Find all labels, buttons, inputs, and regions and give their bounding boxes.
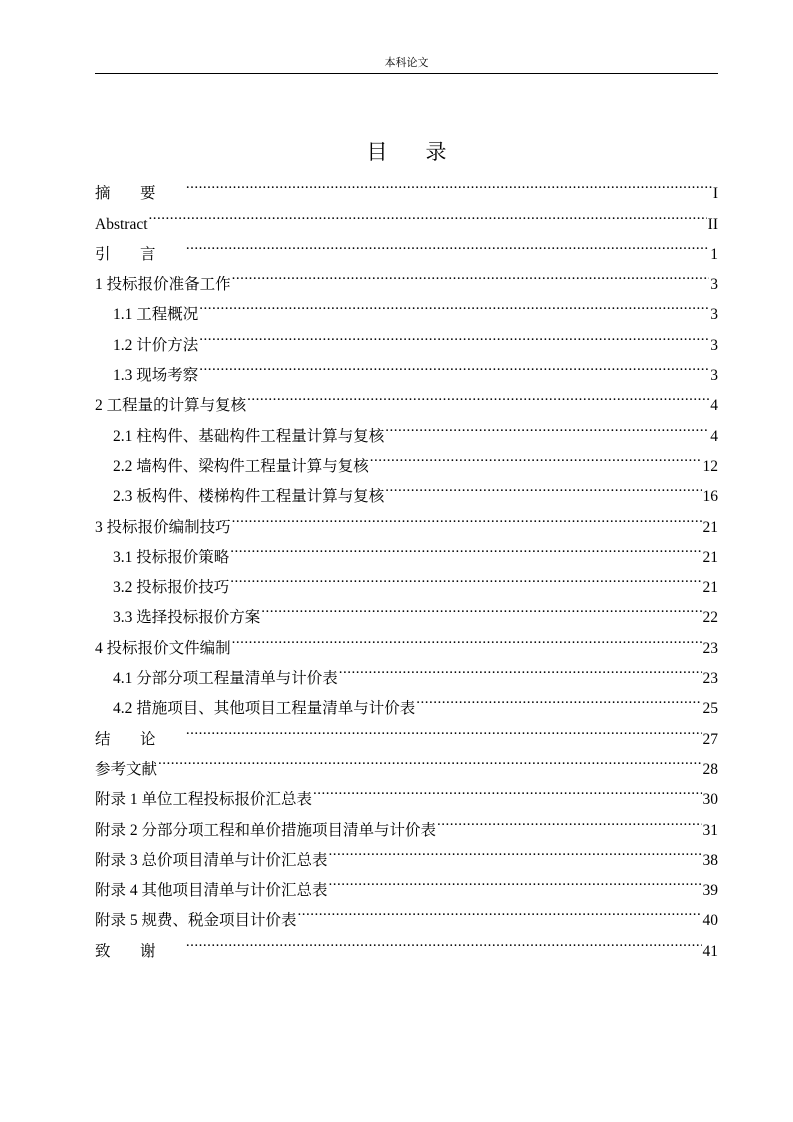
header-rule: [95, 73, 718, 74]
toc-leader-dots: [232, 501, 702, 531]
toc-leader-dots: [329, 865, 702, 895]
toc-entry-label: 1 投标报价准备工作: [95, 276, 231, 294]
toc-entry[interactable]: [95, 229, 718, 263]
toc-leader-dots: [416, 683, 701, 713]
toc-entry-page: 1: [710, 245, 718, 263]
toc-entry-label: 2.3 板构件、楼梯构件工程量计算与复核: [113, 488, 385, 506]
toc-entry-page: II: [707, 215, 718, 233]
toc-leader-dots: [199, 350, 709, 380]
toc-entry-label: 4.1 分部分项工程量清单与计价表: [113, 670, 338, 688]
toc-entry-label: 4.2 措施项目、其他项目工程量清单与计价表: [113, 700, 416, 718]
toc-entry-label: 附录 4 其他项目清单与计价汇总表: [95, 882, 328, 900]
toc-leader-dots: [186, 229, 709, 259]
toc-entry-page: 21: [702, 579, 718, 597]
toc-leader-dots: [385, 471, 701, 501]
toc-entry-label: 1.2 计价方法: [113, 336, 199, 354]
toc-entry-label: 附录 5 规费、税金项目计价表: [95, 912, 297, 930]
toc-entry-page: 30: [702, 791, 718, 809]
toc-leader-dots: [186, 925, 702, 955]
toc-entry-page: 3: [710, 306, 718, 324]
toc-entry-page: 39: [702, 882, 718, 900]
toc-entry-label: 4 投标报价文件编制: [95, 639, 231, 657]
toc-entry-label: 引言: [95, 245, 185, 263]
toc-leader-dots: [158, 744, 701, 774]
toc-leader-dots: [186, 713, 702, 743]
toc-leader-dots: [437, 804, 701, 834]
toc-entry-page: 23: [702, 670, 718, 688]
toc-leader-dots: [230, 532, 701, 562]
toc-entry-label: 3.2 投标报价技巧: [113, 579, 230, 597]
toc-entry-page: 31: [702, 821, 718, 839]
toc-entry-page: 16: [702, 488, 718, 506]
toc-title-left: 目: [366, 140, 388, 164]
toc-leader-dots: [339, 653, 702, 683]
toc-leader-dots: [199, 319, 709, 349]
toc-leader-dots: [385, 410, 709, 440]
toc-leader-dots: [230, 562, 701, 592]
toc-entry-label: 3.3 选择投标报价方案: [113, 609, 261, 627]
toc-leader-dots: [247, 380, 709, 410]
toc-entry-page: 22: [702, 609, 718, 627]
toc-leader-dots: [298, 895, 702, 925]
toc-entry-label: 3.1 投标报价策略: [113, 548, 230, 566]
toc-entry-label: 附录 1 单位工程投标报价汇总表: [95, 791, 313, 809]
toc-entry-page: 38: [702, 851, 718, 869]
toc-leader-dots: [186, 168, 712, 198]
toc-entry-label: 结论: [95, 730, 185, 748]
toc-entry-label: 3 投标报价编制技巧: [95, 518, 231, 536]
toc-entry-label: 摘要: [95, 185, 185, 203]
toc-title: [95, 139, 718, 165]
toc-leader-dots: [232, 259, 710, 289]
toc-entry-label: 参考文献: [95, 760, 158, 778]
toc-entry-page: 40: [702, 912, 718, 930]
toc-entry-page: 21: [702, 518, 718, 536]
toc-entry-label: 2.2 墙构件、梁构件工程量计算与复核: [113, 457, 369, 475]
toc-entry-label: 附录 3 总价项目清单与计价汇总表: [95, 851, 328, 869]
table-of-contents: [95, 168, 718, 960]
toc-entry[interactable]: [95, 168, 718, 203]
toc-title-right: 录: [425, 140, 447, 164]
toc-entry[interactable]: [95, 774, 718, 809]
toc-entry[interactable]: [95, 925, 718, 960]
toc-entry-label: 2 工程量的计算与复核: [95, 397, 247, 415]
toc-leader-dots: [261, 592, 701, 622]
toc-entry-page: 23: [702, 639, 718, 657]
toc-entry-page: 21: [702, 548, 718, 566]
toc-entry-label: 附录 2 分部分项工程和单价措施项目清单与计价表: [95, 821, 437, 839]
toc-entry-page: 4: [710, 397, 718, 415]
toc-entry-label: 1.1 工程概况: [113, 306, 199, 324]
toc-entry-page: 3: [710, 336, 718, 354]
toc-entry-page: 27: [702, 730, 718, 748]
toc-entry-page: 4: [710, 427, 718, 445]
toc-entry-label: 2.1 柱构件、基础构件工程量计算与复核: [113, 427, 385, 445]
toc-leader-dots: [329, 835, 702, 865]
toc-leader-dots: [149, 198, 707, 228]
toc-leader-dots: [370, 441, 702, 471]
toc-leader-dots: [199, 289, 709, 319]
toc-entry-page: 41: [702, 942, 718, 960]
toc-entry-page: 3: [710, 367, 718, 385]
toc-entry[interactable]: [95, 198, 718, 233]
toc-entry-page: 28: [702, 760, 718, 778]
toc-entry-page: 12: [702, 457, 718, 475]
toc-entry-page: 25: [702, 700, 718, 718]
page-header: 本科论文: [384, 57, 429, 69]
toc-leader-dots: [232, 622, 702, 652]
toc-leader-dots: [313, 774, 701, 804]
toc-entry-label: Abstract: [95, 215, 148, 233]
toc-entry-page: I: [712, 185, 718, 203]
toc-entry[interactable]: [95, 713, 718, 748]
toc-entry[interactable]: [95, 744, 718, 778]
toc-entry[interactable]: [95, 259, 718, 294]
toc-entry-label: 1.3 现场考察: [113, 367, 199, 385]
toc-entry-page: 3: [710, 276, 718, 294]
toc-entry-label: 致谢: [95, 942, 185, 960]
